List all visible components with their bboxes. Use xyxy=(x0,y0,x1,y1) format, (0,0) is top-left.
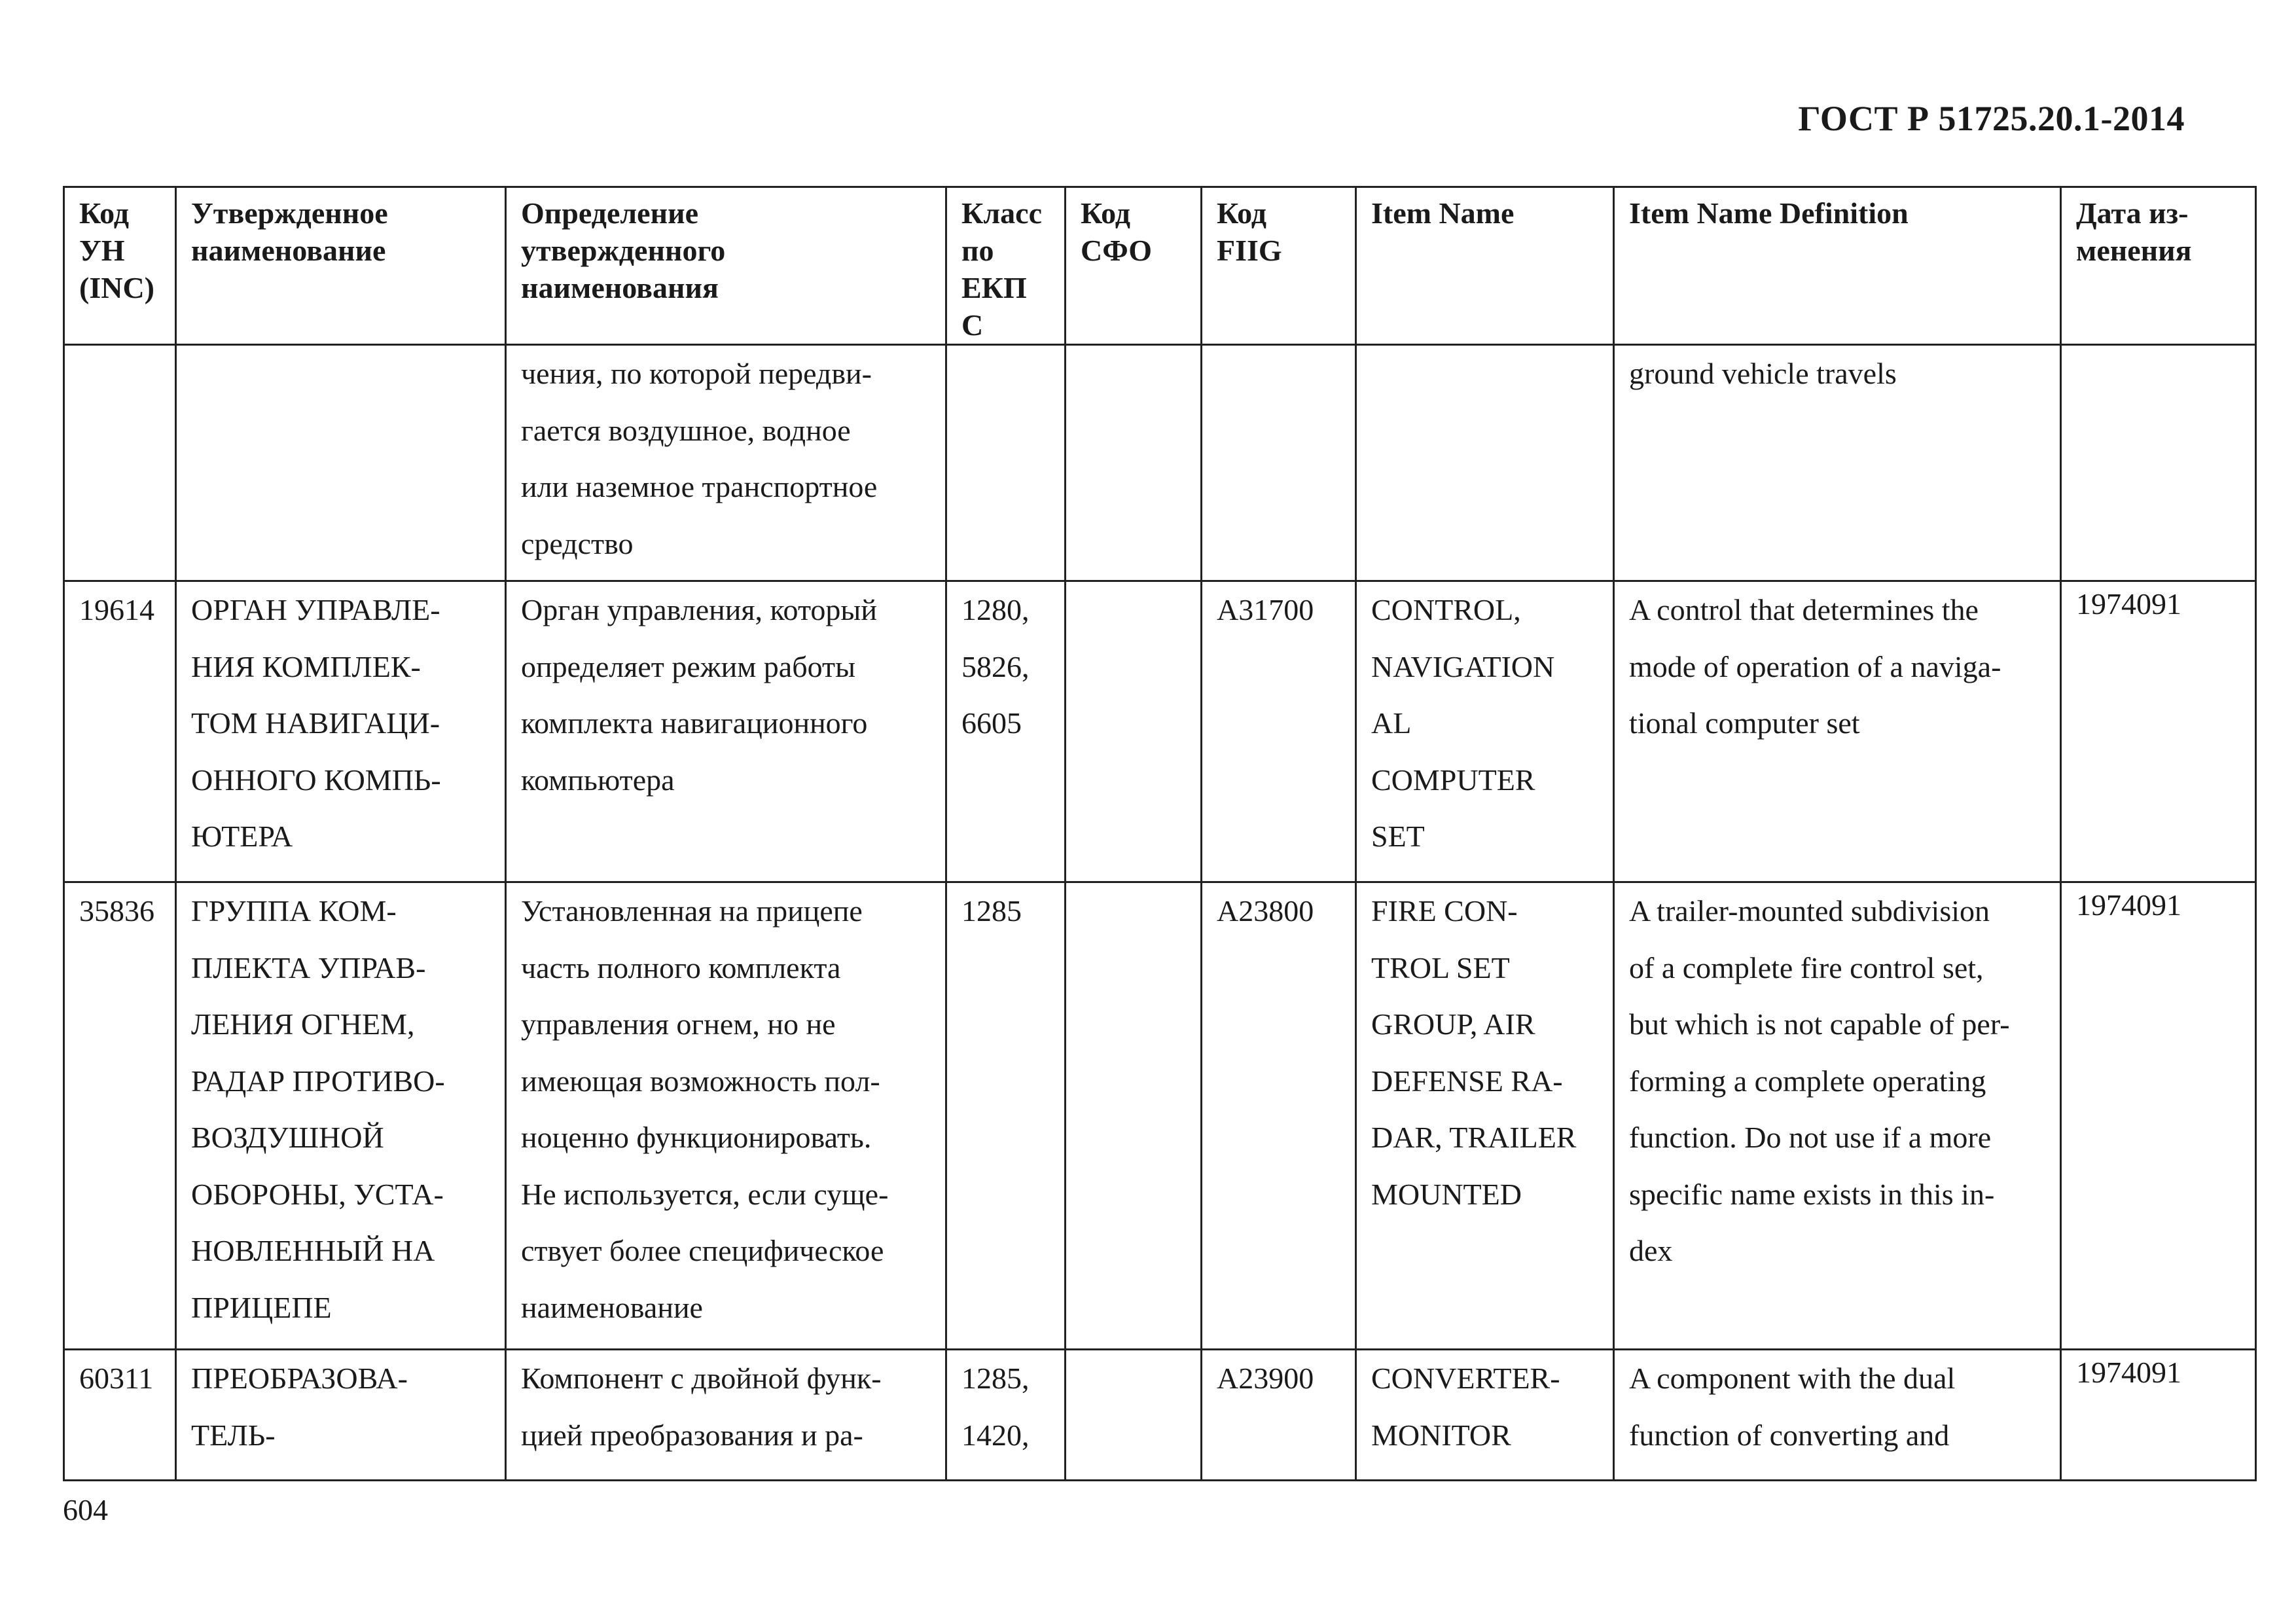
cell-class xyxy=(946,345,1066,581)
cell-approved-name: ПРЕОБРАЗОВА- ТЕЛЬ- xyxy=(176,1350,506,1481)
col-header-sfo: Код СФО xyxy=(1066,187,1202,345)
cell-fiig: A23900 xyxy=(1202,1350,1356,1481)
cell-inc xyxy=(64,345,176,581)
cell-sfo xyxy=(1066,345,1202,581)
page-number: 604 xyxy=(63,1493,108,1526)
cell-fiig xyxy=(1202,345,1356,581)
cell-inc: 35836 xyxy=(64,882,176,1350)
col-header-approved-name: Утвержденное наименование xyxy=(176,187,506,345)
cell-sfo xyxy=(1066,1350,1202,1481)
table-row xyxy=(64,581,2256,882)
col-header-change-date: Дата из- менения xyxy=(2061,187,2256,345)
table-row xyxy=(64,345,2256,581)
col-header-definition: Определение утвержденного наименования xyxy=(506,187,946,345)
cell-definition: чения, по которой передви- гается воздушное, водное или наземное транспортное средство xyxy=(506,345,946,581)
cell-sfo xyxy=(1066,882,1202,1350)
cell-item-name-definition: A trailer-mounted subdivision of a complete fire control set, but which is not capable of per- forming a complete operating function. Do not use if a more specific name exists in this in- dex xyxy=(1614,882,2061,1350)
cell-class: 1280, 5826, 6605 xyxy=(946,581,1066,882)
catalog-table xyxy=(63,186,2257,1481)
cell-item-name-definition: A control that determines the mode of operation of a naviga- tional computer set xyxy=(1614,581,2061,882)
document-standard-header: ГОСТ Р 51725.20.1-2014 xyxy=(1798,99,2185,138)
cell-item-name: CONVERTER- MONITOR xyxy=(1356,1350,1614,1481)
cell-sfo xyxy=(1066,581,1202,882)
table-row xyxy=(64,1350,2256,1481)
col-header-item-name: Item Name xyxy=(1356,187,1614,345)
cell-change-date xyxy=(2061,345,2256,581)
table-header-row xyxy=(64,187,2256,345)
cell-approved-name xyxy=(176,345,506,581)
cell-change-date: 1974091 xyxy=(2061,882,2256,1350)
cell-inc: 60311 xyxy=(64,1350,176,1481)
cell-item-name: CONTROL, NAVIGATION AL COMPUTER SET xyxy=(1356,581,1614,882)
cell-definition: Установленная на прицепе часть полного комплекта управления огнем, но не имеющая возможность пол- ноценно функционировать. Не используется, если суще- ствует более специфическое наименование xyxy=(506,882,946,1350)
cell-item-name: FIRE CON- TROL SET GROUP, AIR DEFENSE RA- DAR, TRAILER MOUNTED xyxy=(1356,882,1614,1350)
col-header-class: Класс по ЕКП С xyxy=(946,187,1066,345)
cell-item-name-definition: A component with the dual function of converting and xyxy=(1614,1350,2061,1481)
cell-fiig: A23800 xyxy=(1202,882,1356,1350)
cell-definition: Орган управления, который определяет режим работы комплекта навигационного компьютера xyxy=(506,581,946,882)
col-header-inc: Код УН (INC) xyxy=(64,187,176,345)
cell-class: 1285, 1420, xyxy=(946,1350,1066,1481)
cell-definition: Компонент с двойной функ- цией преобразования и ра- xyxy=(506,1350,946,1481)
cell-class: 1285 xyxy=(946,882,1066,1350)
cell-approved-name: ГРУППА КОМ- ПЛЕКТА УПРАВ- ЛЕНИЯ ОГНЕМ, РАДАР ПРОТИВО- ВОЗДУШНОЙ ОБОРОНЫ, УСТА- НОВЛЕННЫЙ НА ПРИЦЕПЕ xyxy=(176,882,506,1350)
col-header-item-name-definition: Item Name Definition xyxy=(1614,187,2061,345)
cell-approved-name: ОРГАН УПРАВЛЕ- НИЯ КОМПЛЕК- ТОМ НАВИГАЦИ- ОННОГО КОМПЬ- ЮТЕРА xyxy=(176,581,506,882)
cell-inc: 19614 xyxy=(64,581,176,882)
cell-item-name xyxy=(1356,345,1614,581)
cell-item-name-definition: ground vehicle travels xyxy=(1614,345,2061,581)
cell-change-date: 1974091 xyxy=(2061,1350,2256,1481)
cell-fiig: A31700 xyxy=(1202,581,1356,882)
cell-change-date: 1974091 xyxy=(2061,581,2256,882)
table-row xyxy=(64,882,2256,1350)
col-header-fiig: Код FIIG xyxy=(1202,187,1356,345)
